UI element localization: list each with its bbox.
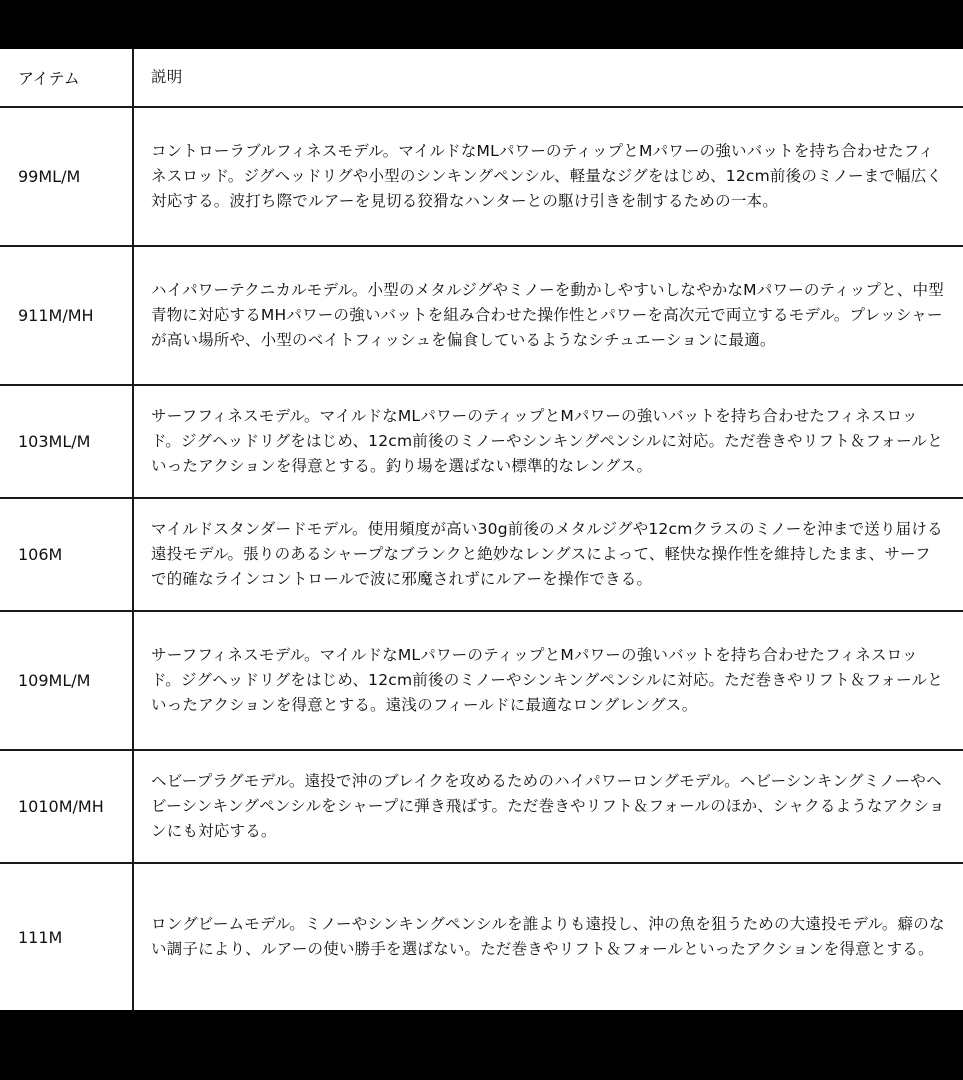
item-description: コントローラブルフィネスモデル。マイルドなMLパワーのティップとMパワーの強いバットを持ち合わせたフィネスロッド。ジグヘッドリグや小型のシンキングペンシル、軽量なジグをはじめ、12cm前後のミノーまで幅広く対応する。波打ち際でルアーを見切る狡猾なハンターとの駆け引きを制するための一本。 <box>133 107 963 246</box>
item-description: ヘビープラグモデル。遠投で沖のブレイクを攻めるためのハイパワーロングモデル。ヘビーシンキングミノーやヘビーシンキングペンシルをシャープに弾き飛ばす。ただ巻きやリフト＆フォールのほか、シャクるようなアクションにも対応する。 <box>133 750 963 863</box>
table-row <box>0 246 963 385</box>
item-description: ハイパワーテクニカルモデル。小型のメタルジグやミノーを動かしやすいしなやかなMパワーのティップと、中型青物に対応するMHパワーの強いバットを組み合わせた操作性とパワーを高次元で両立するモデル。プレッシャーが高い場所や、小型のベイトフィッシュを偏食しているようなシチュエーションに最適。 <box>133 246 963 385</box>
spec-sheet <box>0 49 963 1010</box>
header-description: 説明 <box>133 49 963 107</box>
item-description: マイルドスタンダードモデル。使用頻度が高い30g前後のメタルジグや12cmクラスのミノーを沖まで送り届ける遠投モデル。張りのあるシャープなブランクと絶妙なレングスによって、軽快な操作性を維持したまま、サーフで的確なラインコントロールで波に邪魔されずにルアーを操作できる。 <box>133 498 963 611</box>
table-row <box>0 863 963 1010</box>
item-name: 103ML/M <box>0 385 133 498</box>
item-name: 1010M/MH <box>0 750 133 863</box>
table-row <box>0 107 963 246</box>
item-description: サーフフィネスモデル。マイルドなMLパワーのティップとMパワーの強いバットを持ち合わせたフィネスロッド。ジグヘッドリグをはじめ、12cm前後のミノーやシンキングペンシルに対応。ただ巻きやリフト＆フォールといったアクションを得意とする。遠浅のフィールドに最適なロングレングス。 <box>133 611 963 750</box>
item-name: 911M/MH <box>0 246 133 385</box>
item-name: 99ML/M <box>0 107 133 246</box>
table-row <box>0 498 963 611</box>
item-description: ロングビームモデル。ミノーやシンキングペンシルを誰よりも遠投し、沖の魚を狙うための大遠投モデル。癖のない調子により、ルアーの使い勝手を選ばない。ただ巻きやリフト＆フォールといったアクションを得意とする。 <box>151 915 945 958</box>
item-description: サーフフィネスモデル。マイルドなMLパワーのティップとMパワーの強いバットを持ち合わせたフィネスロッド。ジグヘッドリグをはじめ、12cm前後のミノーやシンキングペンシルに対応。ただ巻きやリフト＆フォールといったアクションを得意とする。釣り場を選ばない標準的なレングス。 <box>133 385 963 498</box>
header-item: アイテム <box>0 49 133 107</box>
table-row <box>0 611 963 750</box>
table-row <box>0 385 963 498</box>
item-name: 111M <box>0 863 133 1010</box>
item-name: 109ML/M <box>0 611 133 750</box>
item-name: 106M <box>0 498 133 611</box>
rod-spec-table <box>0 49 963 1010</box>
table-row <box>0 750 963 863</box>
table-header-row <box>0 49 963 107</box>
